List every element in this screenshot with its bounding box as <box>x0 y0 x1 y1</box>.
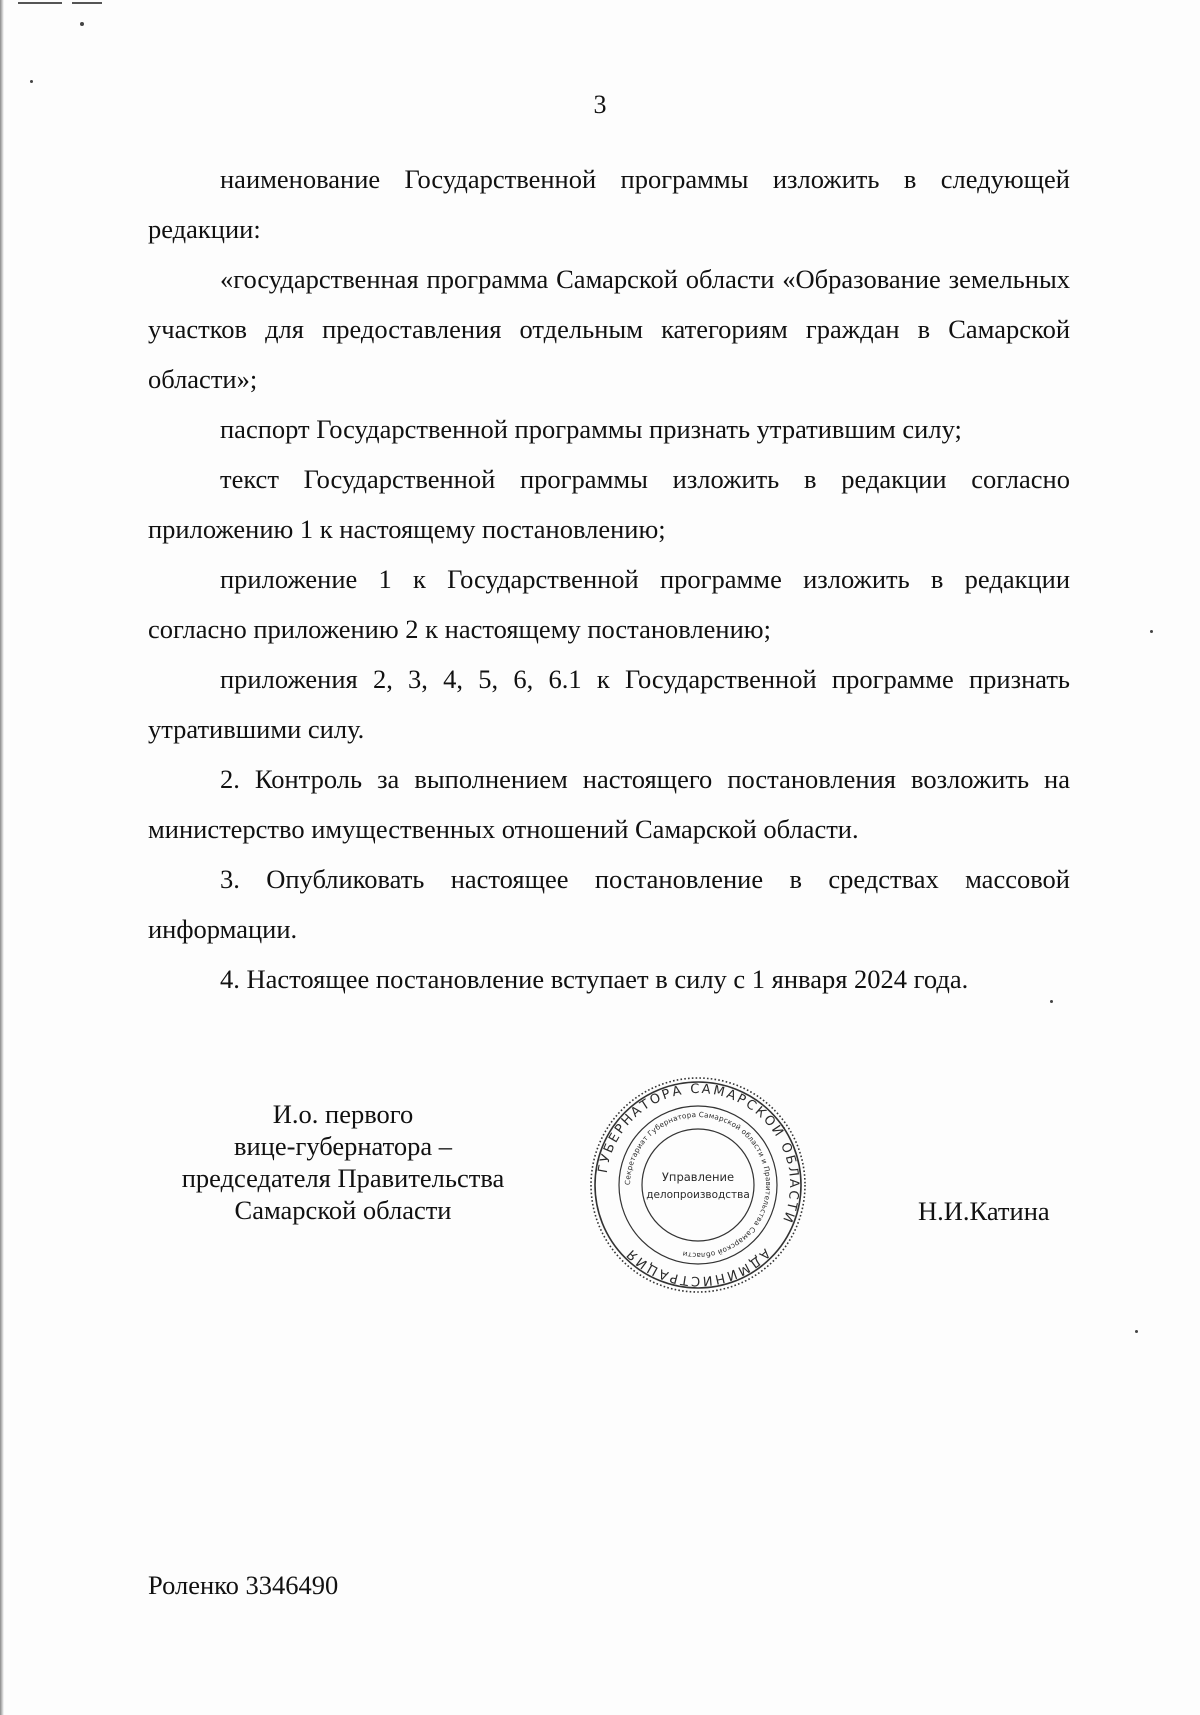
official-seal <box>588 1075 808 1295</box>
paragraph: 2. Контроль за выполнением настоящего постановления возложить на министерство имущественных отношений Самарской области. <box>148 764 1070 844</box>
scan-mark <box>72 2 102 4</box>
seal-center-line: Управление <box>661 1170 735 1184</box>
position-line: вице-губернатора – <box>233 1131 452 1161</box>
paragraph: приложения 2, 3, 4, 5, 6, 6.1 к Государственной программе признать утратившими силу. <box>148 664 1070 744</box>
scan-edge <box>0 0 4 1715</box>
paragraph: текст Государственной программы изложить в редакции согласно приложению 1 к настоящему постановлению; <box>148 464 1070 544</box>
signer-name: Н.И.Катина <box>918 1196 1050 1226</box>
seal-inner-ring-text: Секретариат Губернатора Самарской области и Правительства Самарской области <box>622 1109 774 1261</box>
scan-speck <box>1135 1330 1138 1333</box>
seal-outer-top-text: ГУБЕРНАТОРА САМАРСКОЙ ОБЛАСТИ <box>595 1081 802 1227</box>
seal-image <box>588 1075 808 1295</box>
paragraph: «государственная программа Самарской области «Образование земельных участков для предоставления отдельным категориям граждан в Самарской области»; <box>148 264 1070 394</box>
svg-text:Секретариат Губернатора Самарс <box>623 1110 773 1260</box>
scan-speck <box>1150 630 1153 633</box>
position-line: И.о. первого <box>272 1099 414 1129</box>
seal-outer-bottom-text: АДМИНИСТРАЦИЯ <box>622 1244 773 1289</box>
page-number: 3 <box>593 90 607 119</box>
document-body <box>148 154 1070 1004</box>
paragraph: паспорт Государственной программы признать утратившим силу; <box>220 414 962 444</box>
position-line: председателя Правительства <box>181 1163 505 1193</box>
paragraph: 4. Настоящее постановление вступает в силу с 1 января 2024 года. <box>220 964 969 994</box>
paragraph: наименование Государственной программы изложить в следующей редакции: <box>148 164 1070 244</box>
scan-speck <box>80 22 84 26</box>
paragraph: приложение 1 к Государственной программе изложить в редакции согласно приложению 2 к настоящему постановлению; <box>148 564 1070 644</box>
seal-center-line: делопроизводства <box>646 1189 750 1201</box>
scan-mark <box>18 2 62 4</box>
paragraph: 3. Опубликовать настоящее постановление в средствах массовой информации. <box>148 864 1070 944</box>
signatory-position <box>148 1098 538 1226</box>
executor-line: Роленко 3346490 <box>148 1570 339 1600</box>
scan-speck <box>30 80 33 83</box>
position-line: Самарской области <box>234 1195 452 1225</box>
